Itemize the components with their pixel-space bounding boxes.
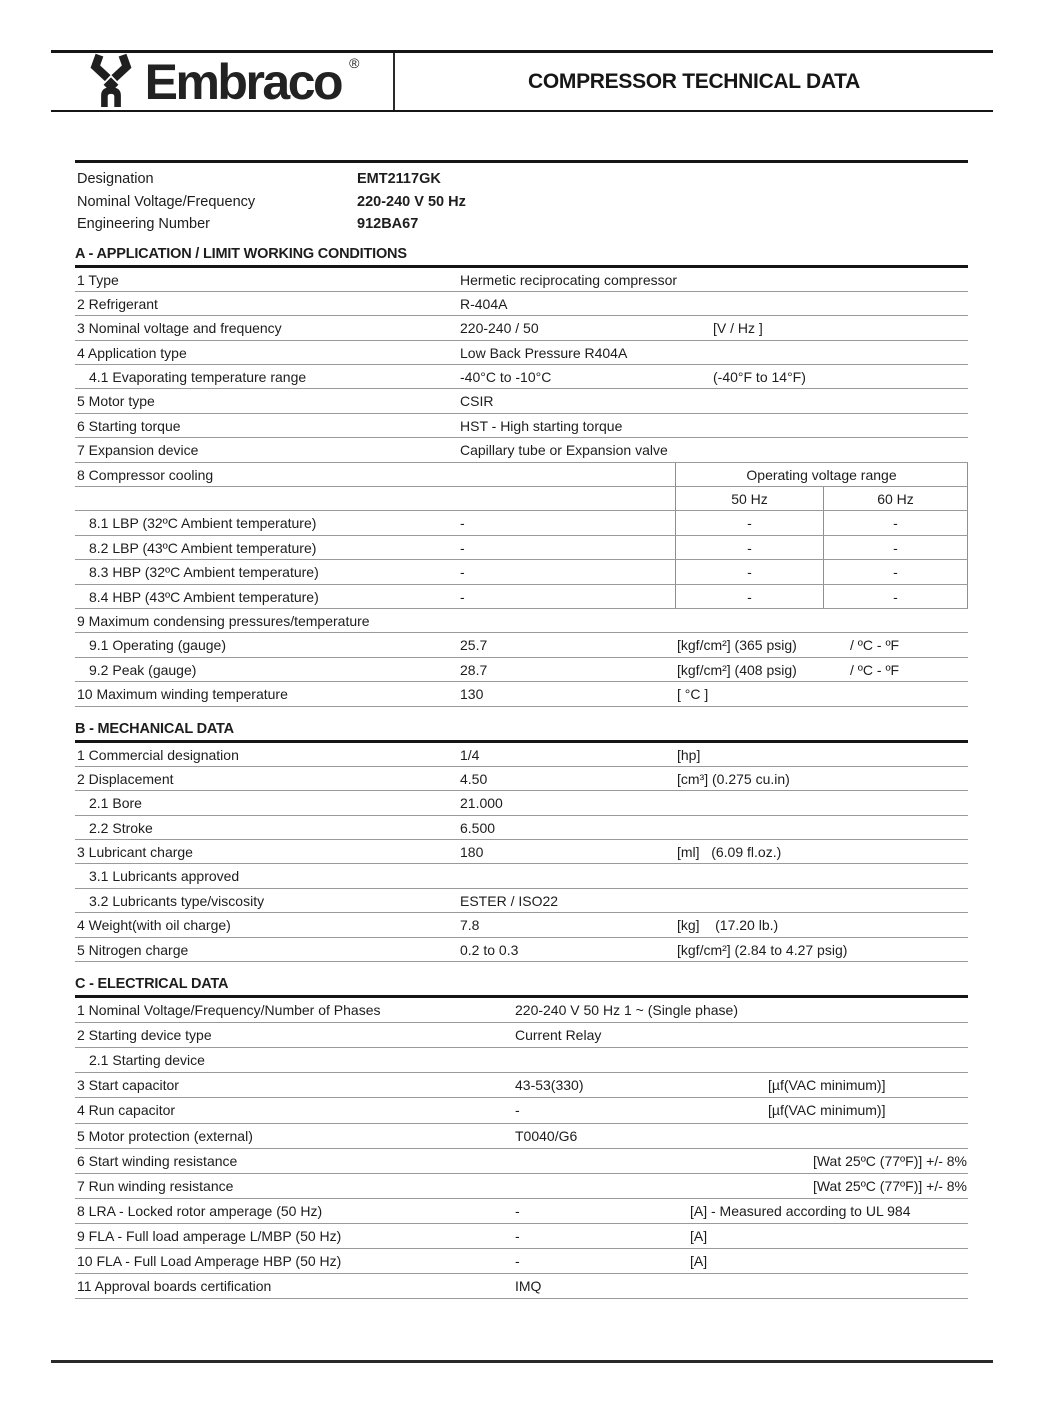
- row-unit-2: / ºC - ºF: [850, 637, 900, 654]
- table-row: [75, 1073, 968, 1098]
- row-value: 220-240 V 50 Hz 1 ~ (Single phase): [515, 1002, 738, 1019]
- table-row: [75, 389, 968, 413]
- table-row: [75, 365, 968, 389]
- row-value: -: [460, 588, 465, 605]
- row-label: 2 Displacement: [77, 770, 174, 787]
- row-value: 180: [460, 844, 484, 861]
- row-value: 43-53(330): [515, 1077, 584, 1094]
- row-value: HST - High starting torque: [460, 417, 623, 434]
- row-unit: [µf(VAC minimum)]: [768, 1102, 886, 1119]
- row-unit: [ml] (6.09 fl.oz.): [677, 844, 782, 861]
- table-row: [75, 1149, 968, 1174]
- table-row: [75, 1199, 968, 1224]
- info-label: Nominal Voltage/Frequency: [77, 193, 256, 210]
- row-value: 21.000: [460, 795, 503, 812]
- table-row: [75, 536, 968, 560]
- table-row: [75, 511, 968, 535]
- section-rows: [75, 268, 968, 707]
- row-unit: [kg] (17.20 lb.): [677, 917, 779, 934]
- row-label: 2.1 Bore: [89, 795, 142, 812]
- row-value: 220-240 / 50: [460, 320, 539, 337]
- row-value: -40°C to -10°C: [460, 369, 552, 386]
- table-row: [75, 1224, 968, 1249]
- row-label: 9.1 Operating (gauge): [89, 637, 226, 654]
- row-label: 6 Start winding resistance: [77, 1152, 238, 1169]
- table-row: [75, 560, 968, 584]
- row-label: 9 FLA - Full load amperage L/MBP (50 Hz): [77, 1227, 342, 1244]
- section-c: [75, 974, 968, 1299]
- row-unit-2: / ºC - ºF: [850, 661, 900, 678]
- table-row: [75, 767, 968, 791]
- row-value: -: [460, 564, 465, 581]
- row-label: 10 FLA - Full Load Amperage HBP (50 Hz): [77, 1252, 342, 1269]
- voltage-col-50hz: -: [675, 511, 823, 534]
- table-row: [75, 1124, 968, 1149]
- row-label: 9.2 Peak (gauge): [89, 661, 197, 678]
- row-label: 8 Compressor cooling: [77, 466, 214, 483]
- table-row: [75, 1023, 968, 1048]
- row-label: 8.2 LBP (43ºC Ambient temperature): [89, 539, 317, 556]
- table-row: [75, 913, 968, 937]
- row-unit: (-40°F to 14°F): [713, 369, 806, 386]
- table-row: [75, 414, 968, 438]
- table-row: [75, 938, 968, 962]
- table-row: [75, 609, 968, 633]
- embraco-logo-icon: [85, 51, 137, 112]
- table-row: [75, 998, 968, 1023]
- row-label: 3 Nominal voltage and frequency: [77, 320, 282, 337]
- page-title: COMPRESSOR TECHNICAL DATA: [527, 69, 860, 93]
- brand-logo: [51, 53, 393, 110]
- row-value: 6.500: [460, 819, 496, 836]
- row-value: -: [515, 1252, 520, 1269]
- table-row: [75, 1249, 968, 1274]
- voltage-col-50hz: -: [675, 585, 823, 608]
- section-b: [75, 719, 968, 963]
- row-unit: [kgf/cm²] (408 psig): [677, 661, 797, 678]
- voltage-col-50hz: -: [675, 560, 823, 583]
- table-row: [75, 743, 968, 767]
- row-label: 4 Weight(with oil charge): [77, 917, 231, 934]
- voltage-col-60hz: 60 Hz: [823, 487, 968, 510]
- section-title: B - MECHANICAL DATA: [75, 719, 968, 743]
- row-label: 2.2 Stroke: [89, 819, 153, 836]
- info-row: [75, 168, 968, 191]
- table-row: [75, 585, 968, 609]
- row-value: Capillary tube or Expansion valve: [460, 442, 668, 459]
- voltage-col-60hz: -: [823, 536, 968, 559]
- row-unit: [Wat 25ºC (77ºF)] +/- 8%: [812, 1152, 967, 1169]
- info-row: [75, 213, 968, 236]
- table-row: [75, 840, 968, 864]
- row-unit: [A]: [690, 1252, 708, 1269]
- row-value: 1/4: [460, 746, 480, 763]
- row-label: 9 Maximum condensing pressures/temperature: [77, 612, 370, 629]
- row-value: 7.8: [460, 917, 480, 934]
- row-label: 8 LRA - Locked rotor amperage (50 Hz): [77, 1202, 323, 1219]
- section-title: C - ELECTRICAL DATA: [75, 974, 968, 998]
- row-unit: [A] - Measured according to UL 984: [690, 1202, 911, 1219]
- row-value: 0.2 to 0.3: [460, 941, 519, 958]
- voltage-col-60hz: -: [823, 585, 968, 608]
- table-row: [75, 341, 968, 365]
- table-row: [75, 1274, 968, 1299]
- row-label: 2.1 Starting device: [89, 1052, 205, 1069]
- table-row: [75, 658, 968, 682]
- row-value: 25.7: [460, 637, 488, 654]
- table-row: [75, 316, 968, 340]
- sections-container: [75, 244, 968, 1300]
- table-row: [75, 633, 968, 657]
- table-row: [75, 791, 968, 815]
- row-label: 2 Refrigerant: [77, 295, 158, 312]
- row-label: 8.3 HBP (32ºC Ambient temperature): [89, 564, 319, 581]
- section-title: A - APPLICATION / LIMIT WORKING CONDITIONS: [75, 244, 968, 268]
- row-label: 3.1 Lubricants approved: [89, 868, 240, 885]
- section-a: [75, 244, 968, 707]
- row-label: 3.2 Lubricants type/viscosity: [89, 892, 265, 909]
- row-label: 4 Application type: [77, 344, 187, 361]
- row-label: 10 Maximum winding temperature: [77, 686, 288, 703]
- registered-mark: ®: [349, 55, 360, 71]
- row-value: -: [460, 539, 465, 556]
- row-label: 1 Commercial designation: [77, 746, 239, 763]
- row-label: 4 Run capacitor: [77, 1102, 176, 1119]
- row-value: CSIR: [460, 393, 494, 410]
- row-value: -: [515, 1202, 520, 1219]
- info-label: Designation: [77, 171, 154, 187]
- voltage-col-60hz: -: [823, 511, 968, 534]
- info-value: 220-240 V 50 Hz: [357, 193, 466, 210]
- row-unit: [hp]: [677, 746, 701, 763]
- voltage-col-50hz: 50 Hz: [675, 487, 823, 510]
- voltage-col-50hz: -: [675, 536, 823, 559]
- row-label: 4.1 Evaporating temperature range: [89, 369, 307, 386]
- info-block: [75, 160, 968, 236]
- table-row: [75, 463, 968, 487]
- row-unit: [V / Hz ]: [713, 320, 763, 337]
- brand-wordmark: Embraco: [144, 53, 342, 110]
- row-label: 8.1 LBP (32ºC Ambient temperature): [89, 515, 317, 532]
- row-label: 1 Nominal Voltage/Frequency/Number of Phases: [77, 1002, 381, 1019]
- row-value: ESTER / ISO22: [460, 892, 559, 909]
- row-unit: [Wat 25ºC (77ºF)] +/- 8%: [812, 1177, 967, 1194]
- row-unit: [ °C ]: [677, 686, 709, 703]
- row-label: 3 Lubricant charge: [77, 844, 193, 861]
- row-label: 5 Motor type: [77, 393, 155, 410]
- table-row: [75, 1174, 968, 1199]
- row-unit: [cm³] (0.275 cu.in): [677, 770, 790, 787]
- table-row: [75, 1048, 968, 1073]
- row-label: 2 Starting device type: [77, 1027, 212, 1044]
- row-unit: [kgf/cm²] (365 psig): [677, 637, 797, 654]
- row-label: 7 Expansion device: [77, 442, 199, 459]
- info-row: [75, 191, 968, 214]
- row-label: 5 Motor protection (external): [77, 1127, 253, 1144]
- row-label: 7 Run winding resistance: [77, 1177, 234, 1194]
- table-row: [75, 268, 968, 292]
- table-row: [75, 438, 968, 462]
- info-value: EMT2117GK: [357, 171, 441, 187]
- content-column: [75, 160, 968, 1299]
- row-value: 4.50: [460, 770, 488, 787]
- footer-rule: [51, 1360, 993, 1363]
- table-row: [75, 889, 968, 913]
- row-label: 3 Start capacitor: [77, 1077, 179, 1094]
- row-label: 8.4 HBP (43ºC Ambient temperature): [89, 588, 319, 605]
- table-row: [75, 864, 968, 888]
- info-label: Engineering Number: [77, 216, 210, 232]
- row-value: T0040/G6: [515, 1127, 578, 1144]
- voltage-col-60hz: -: [823, 560, 968, 583]
- row-value: -: [515, 1102, 520, 1119]
- row-label: 1 Type: [77, 271, 119, 288]
- voltage-range-title: Operating voltage range: [675, 463, 968, 486]
- row-label: 6 Starting torque: [77, 417, 181, 434]
- row-value: Hermetic reciprocating compressor: [460, 271, 678, 288]
- row-unit: [A]: [690, 1227, 708, 1244]
- row-unit: [µf(VAC minimum)]: [768, 1077, 886, 1094]
- table-row: [75, 487, 968, 511]
- row-value: 28.7: [460, 661, 488, 678]
- header: [51, 50, 993, 112]
- section-rows: [75, 743, 968, 963]
- row-value: 130: [460, 686, 484, 703]
- section-rows: [75, 998, 968, 1299]
- table-row: [75, 1098, 968, 1123]
- table-row: [75, 816, 968, 840]
- row-value: Low Back Pressure R404A: [460, 344, 628, 361]
- row-value: Current Relay: [515, 1027, 602, 1044]
- row-value: IMQ: [515, 1278, 542, 1295]
- info-value: 912BA67: [357, 216, 419, 232]
- row-value: R-404A: [460, 295, 508, 312]
- row-unit: [kgf/cm²] (2.84 to 4.27 psig): [677, 941, 848, 958]
- row-value: -: [515, 1227, 520, 1244]
- row-label: 11 Approval boards certification: [77, 1278, 272, 1295]
- row-value: -: [460, 515, 465, 532]
- table-row: [75, 682, 968, 706]
- table-row: [75, 292, 968, 316]
- row-label: 5 Nitrogen charge: [77, 941, 189, 958]
